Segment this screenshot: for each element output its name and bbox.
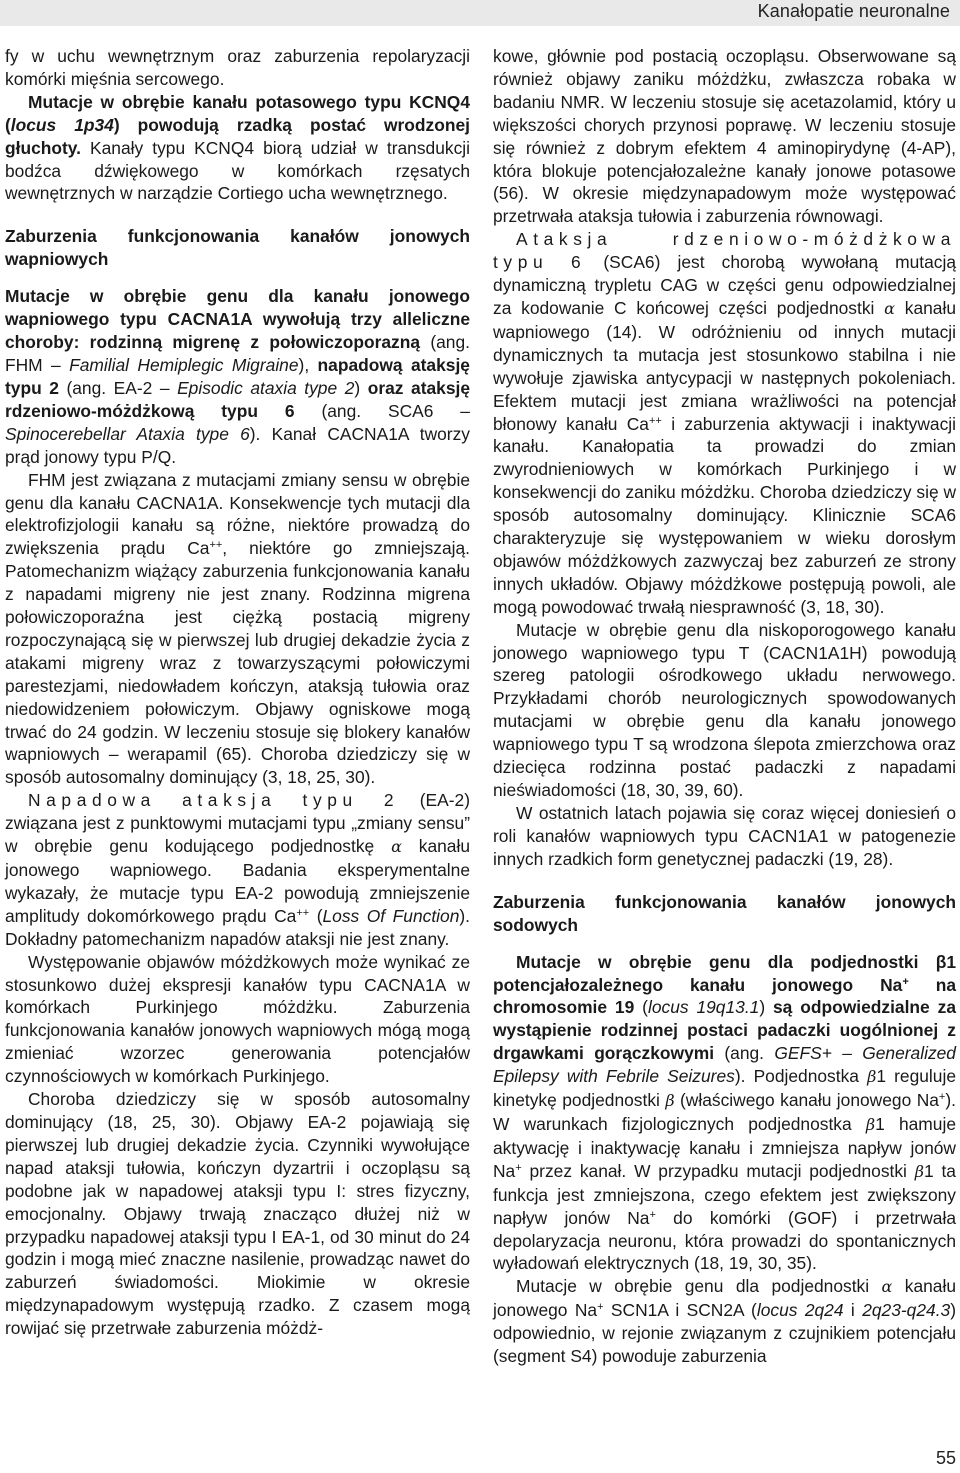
paragraph-text: (SCA6) jest chorobą wywołaną mutacją dynamiczną trypletu CAG w części genu odpowiedzialnej za kodowanie C końcowej części podjednostki [493,252,956,318]
paragraph [493,45,956,228]
paragraph-text: ( [634,997,648,1018]
superscript: ++ [648,414,662,427]
paragraph-text: ) [759,997,774,1018]
paragraph-text: kanału jonowego Na [493,1276,956,1321]
locus-text: locus 1p34 [10,114,114,135]
greek-symbol: α [884,298,895,318]
italic-term: Familial Hemiplegic Migraine [69,355,299,376]
paragraph-text: ( [309,905,323,926]
greek-symbol: β [665,1091,675,1111]
paragraph-text: i zaburzenia aktywacji i inaktywacji kanału. Kanałopatia ta prowadzi do zmian zwyrodnieniowych w komórkach Purkinjego i w konsekwencji do zaniku móżdżku. Choroba dziedziczy się w sposób autosomalny dominujący. Klinicznie SCA6 charakteryzuje się występowaniem w wieku dorosłym objawów móżdżkowych zazwyczaj bez zaburzeń ze strony innych układów. Objawy móżdżkowe postępują powoli, ale mogą powodować trwałą niesprawność (3, 18, 30). [493,413,957,617]
paragraph-text: ). W warunkach fizjologicznych podjednostka [493,1090,956,1134]
paragraph-text: kowe, głównie pod postacią oczopląsu. Obserwowane są również objawy zaniku móżdżku, zwłaszcza robaka w badaniu NMR. W leczeniu stosuje się acetazolamid, który u większości chorych przynosi poprawę. W leczeniu stosuje się również z dobrym efektem 4 aminopirydynę (4-AP), która blokuje potencjałozależne kanały jonowe potasowe (56). W okresie międzynapadowym może występować przetrwała ataksja tułowia i zaburzenia równowagi. [493,46,956,227]
paragraph-text: kanału jonowego wapniowego. Badania eksperymentalne wykazały, że mutacje typu EA-2 powodują zmniejszenie amplitudy dokomórkowego prądu Ca [5,836,470,926]
paragraph-text: W ostatnich latach pojawia się coraz więcej doniesień o roli kanałów wapniowych typu CACN1A1 w patogenezie innych rzadkich form genetycznej padaczki (19, 28). [493,802,956,869]
paragraph-text: ) [354,377,368,398]
superscript: + [938,1091,946,1104]
paragraph [493,619,956,802]
paragraph [493,802,956,871]
paragraph-text: (ang. EA-2 – [58,377,178,398]
paragraph-text: przez kanał. W przypadku mutacji podjednostki [521,1160,915,1181]
paragraph-text: i [843,1300,863,1321]
paragraph-text: , niektóre go zmniejszają. Patomechanizm wiążący zaburzenia funkcjonowania kanału z napadami migreny nie jest znany. Rodzinna migrena połowiczoporaźna jest ciężką postacią migreny rozpoczynającą się w pierwszej lub drugiej dekadzie życia z atakami migreny wraz z towarzyszącymi połowiczymi parestezjami, niedowładem kończyn, ataksją tułowia oraz niedowidzeniem połowiczym. Objawy ogniskowe mogą trwać do 24 godzin. W leczeniu stosuje się blokery kanałów wapniowych – werapamil (65). Choroba dziedziczy się w sposób autosomalny dominujący (3, 18, 25, 30). [5,538,470,788]
paragraph-text: 1 ta funkcja jest zmniejszona, czego efektem jest zwiększony napływ jonów Na [493,1160,956,1228]
page-number: 55 [935,1448,956,1468]
paragraph [493,1275,956,1368]
paragraph-text: do komórki (GOF) i przetrwała depolaryzacja neuronu, która prowadzi do spontanicznych wyładowań elektrycznych (18, 19, 30, 35). [493,1207,956,1274]
paragraph-text: kanału wapniowego (14). W odróżnieniu od innych mutacji dynamicznych ta mutacja jest stosunkowo stabilna i nie wywołuje zjawiska antycypacji w następnych pokoleniach. Efektem mutacji jest zmiana wrażliwości na potencjał błonowy kanału Ca [493,297,956,434]
italic-term: Loss Of Function [322,905,460,926]
paragraph-text: (ang. [714,1043,775,1064]
header-title: Kanałopatie neuronalne [757,1,950,21]
paragraph-text: 1 hamuje aktywację i inaktywację kanału i zmniejsza napływ jonów Na [493,1113,956,1181]
paragraph [5,285,470,468]
paragraph-text: (ang. FHM – [5,332,470,376]
paragraph-text: FHM jest związana z mutacjami zmiany sensu w obrębie genu dla kanału CACNA1A. Konsekwencje tych mutacji dla elektrofizjologii kanału są różne, niektóre prowadzą do zwiększenia prądu Ca [5,469,470,559]
italic-term: Episodic ataxia type 2 [177,377,355,398]
greek-symbol: α [881,1277,893,1297]
paragraph [5,469,470,790]
paragraph-text: Kanały typu KCNQ4 biorą udział w transdukcji bodźca dźwiękowego w komórkach rzęsatych wewnętrznych w narządzie Cortiego ucha wewnętrznego. [5,137,470,204]
paragraph-text: (ang. SCA6 – [294,400,470,421]
paragraph [5,1088,470,1340]
paragraph-text: (właściwego kanału jonowego Na [674,1090,939,1111]
paragraph-text: ). Dokładny patomechanizm napadów ataksji nie jest znany. [5,905,470,949]
bold-text: na chromosomie 19 [493,974,956,1018]
spaced-term: Ataksja rdzeniowo-móżdżkowa typu 6 [493,229,956,273]
paragraph [493,951,956,1276]
italic-term: GEFS+ – Generalized Epilepsy with Febrile Seizures [493,1043,956,1087]
running-header [0,0,960,26]
paragraph [5,789,470,950]
bold-text: Mutacje w obrębie genu dla podjednostki β1 potencjałozależnego kanału jonowego Na [493,951,956,995]
paragraph-text: ) odpowiednio, w rejonie związanym z czujnikiem potencjału (segment S4) powoduje zaburzenia [493,1300,956,1367]
superscript: ++ [209,539,223,552]
bold-text: napadową ataksję typu 2 [5,355,470,398]
paragraph-text: Mutacje w obrębie genu dla niskoporogowego kanału jonowego wapniowego typu T (CACN1A1H) powodują szereg patologii ośrodkowego układu nerwowego. Przykładami chorób neurologicznych spowodowanych mutacjami w obrębie genu dla kanału jonowego wapniowego typu T są wrodzona ślepota zmierzchowa oraz dziecięca rodzinna postać padaczki z napadami nieświadomości (18, 30, 39, 60). [493,619,956,800]
paragraph-text: ). Kanał CACNA1A tworzy prąd jonowy typu P/Q. [5,423,470,467]
locus-text: 2q23-q24.3 [862,1300,951,1321]
paragraph-text: SCN1A i SCN2A ( [603,1300,757,1321]
greek-symbol: β [865,1114,876,1134]
bold-text: są odpowiedzialne za wystąpienie rodzinnej postaci padaczki uogólnionej z drgawkami gorączkowymi [493,997,956,1064]
left-column [5,45,470,1340]
locus-text: locus 2q24 [756,1300,844,1321]
paragraph-text: fy w uchu wewnętrznym oraz zaburzenia repolaryzacji komórki mięśnia sercowego. [5,46,470,89]
paragraph-text: ). Podjednostka [734,1066,868,1087]
paragraph [5,45,470,91]
superscript: + [597,1301,604,1314]
italic-term: Spinocerebellar Ataxia type 6 [5,423,250,444]
paragraph [5,951,470,1088]
paragraph-text: Mutacje w obrębie genu dla podjednostki [516,1276,882,1297]
paragraph-text: 1 reguluje kinetykę podjednostki [493,1066,956,1111]
bold-text: Mutacje w obrębie genu dla kanału jonowego wapniowego typu CACNA1A wywołują trzy alleliczne choroby: rodzinną migrenę z połowiczoporazną [5,286,470,353]
right-column [493,45,956,1368]
greek-symbol: β [867,1067,877,1087]
paragraph-text: Choroba dziedziczy się w sposób autosomalny dominujący (18, 25, 30). Objawy EA-2 pojawiają się pierwszej lub drugiej dekadzie życia. Czynniki wywołujące napad ataksji tułowia, kończyn dyzartrii i oczopląsu są podobne jak w napadowej ataksji typu I: stres fizyczny, emocjonalny. Objawy trwają znacząco dłużej niż w przypadku napadowej ataksji typu I EA-1, od 30 minut do 24 godzin i mogą mieć znaczne nasilenie, prowadząc nawet do zaburzeń świadomości. Miokimie w okresie międzynapadowym występują rzadko. Z czasem mogą rowijać się przetrwałe zaburzenia móżdż- [5,1089,470,1339]
paragraph [5,91,470,206]
locus-text: locus 19q13.1 [647,997,760,1018]
spaced-term: Napadowa ataksja typu 2 [28,790,400,811]
paragraph-text: Występowanie objawów móżdżkowych może wynikać ze stosunkowo dużej ekspresji kanałów typu CACNA1A w komórkach Purkinjego móżdżku. Zaburzenia funkcjonowania kanałów jonowych wapniowych mógą mogą zmieniać wzorzec generowania potencjałów czynnościowych w komórkach Purkinjego. [5,951,470,1087]
paragraph-text: ), [298,355,318,376]
paragraph [493,228,956,618]
paragraph-text: (EA-2) związana jest z punktowymi mutacjami typu „zmiany sensu” w obrębie genu kodującego podjednostkę [5,790,471,857]
greek-symbol: β [914,1161,924,1181]
bold-text: ) powodują rzadką postać wrodzonej głuchoty. [5,114,470,158]
superscript: ++ [296,906,310,919]
bold-text: oraz ataksję rdzeniowo-móżdżkową typu 6 [5,377,470,421]
section-heading: Zaburzenia funkcjonowania kanałów jonowych sodowych [493,891,956,935]
bold-text: Mutacje w obrębie kanału potasowego typu KCNQ4 ( [5,91,470,135]
section-heading: Zaburzenia funkcjonowania kanałów jonowych wapniowych [5,226,470,270]
superscript: + [649,1208,656,1221]
superscript: + [515,1161,522,1174]
superscript: + [902,975,909,988]
greek-symbol: α [391,837,402,857]
